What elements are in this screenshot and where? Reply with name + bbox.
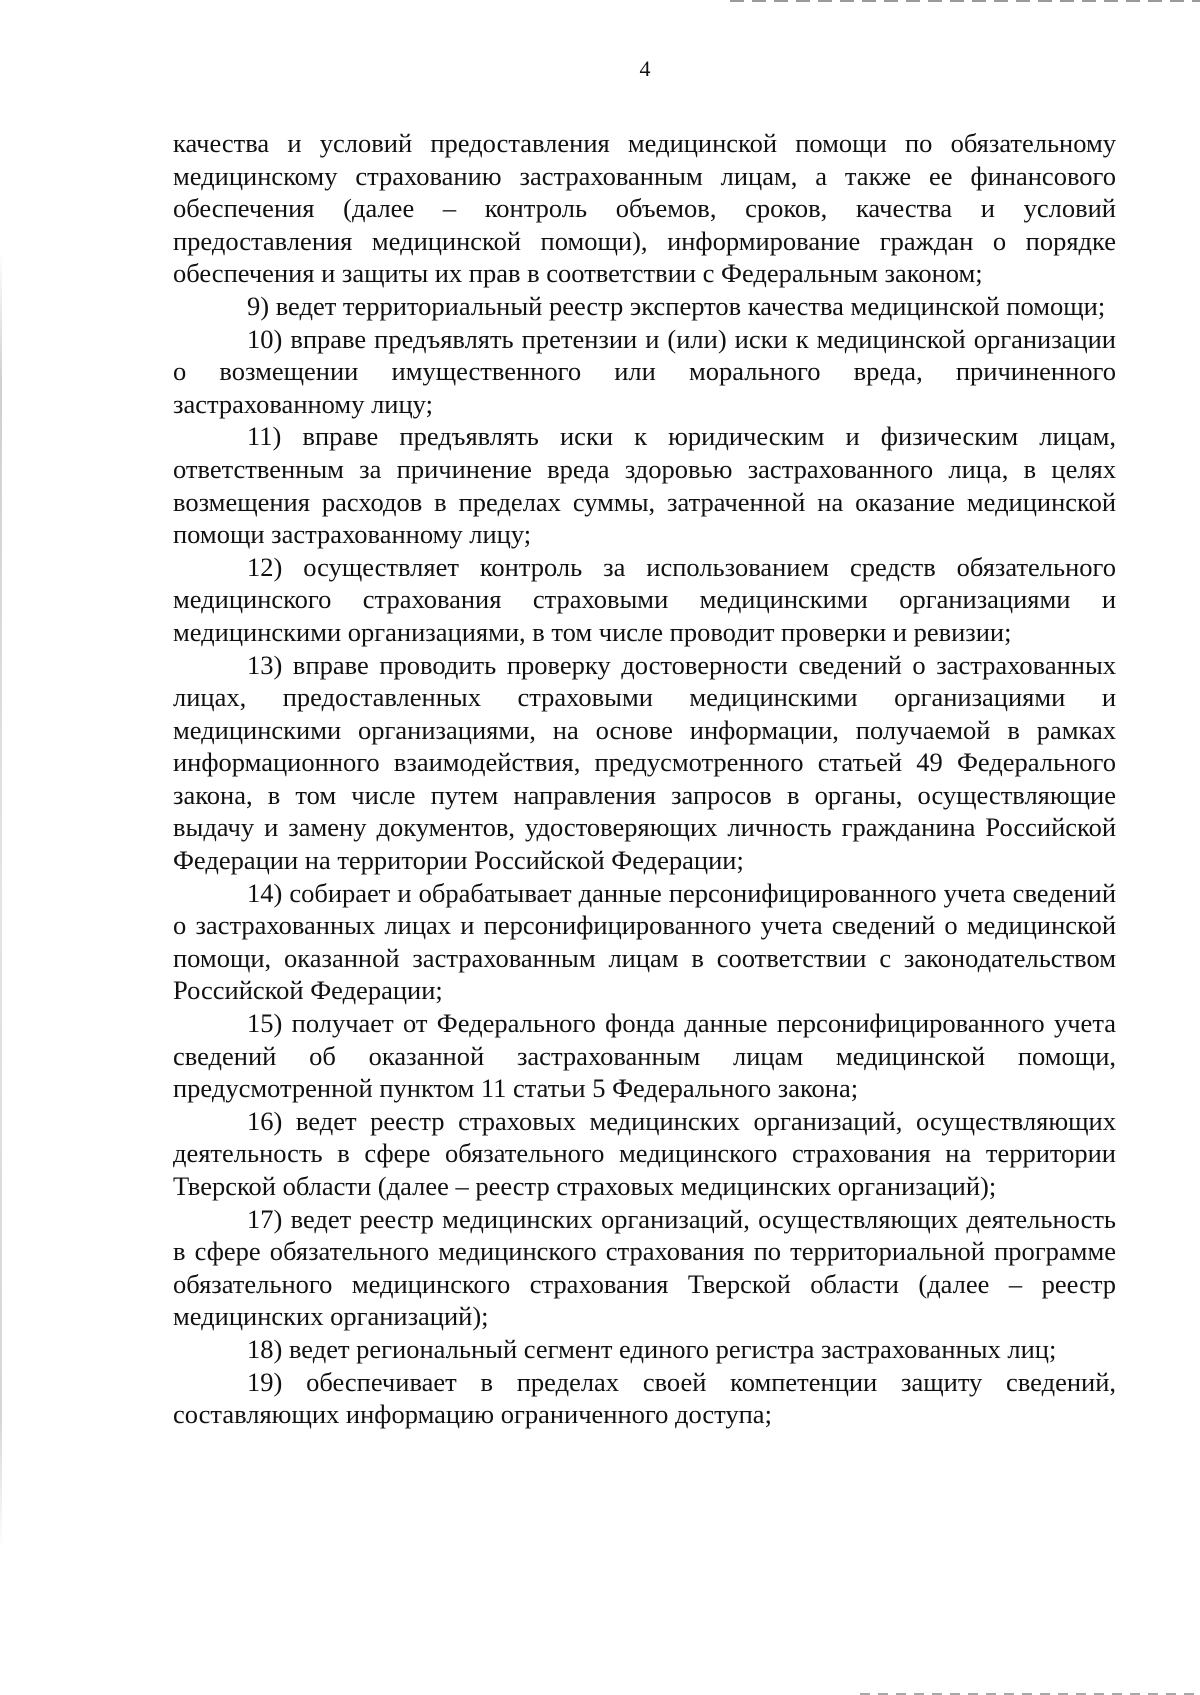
list-item-9: 9) ведет территориальный реестр экспертов качества медицинской помощи; bbox=[247, 290, 1106, 321]
scan-edge-top bbox=[730, 0, 1200, 2]
document-body bbox=[173, 127, 1116, 1431]
list-item-15: 15) получает от Федерального фонда данные персонифицированного учета сведений об оказанной застрахованным лицам медицинской помощи, предусмотренной пунктом 11 статьи 5 Федерального закона; bbox=[173, 1008, 1116, 1104]
paragraph-continuation: качества и условий предоставления медицинской помощи по обязательному медицинскому страхованию застрахованным лицам, а также ее финансового обеспечения (далее – контроль объемов, сроков, качества и условий предоставления медицинской помощи), информирование граждан о порядке обеспечения и защиты их прав в соответствии с Федеральным законом; bbox=[173, 128, 1116, 289]
list-item-14: 14) собирает и обрабатывает данные персонифицированного учета сведений о застрахованных лицах и персонифицированного учета сведений о медицинской помощи, оказанной застрахованным лицам в соответствии с законодательством Российской Федерации; bbox=[173, 877, 1116, 1006]
list-item-13: 13) вправе проводить проверку достоверности сведений о застрахованных лицах, предоставленных страховыми медицинскими организациями и медицинскими организациями, на основе информации, получаемой в рамках информационного взаимодействия, предусмотренного статьей 49 Федерального закона, в том числе путем направления запросов в органы, осуществляющие выдачу и замену документов, удостоверяющих личность гражданина Российской Федерации на территории Российской Федерации; bbox=[173, 649, 1116, 876]
list-item-19: 19) обеспечивает в пределах своей компетенции защиту сведений, составляющих информацию ограниченного доступа; bbox=[173, 1366, 1116, 1430]
list-item-17: 17) ведет реестр медицинских организаций, осуществляющих деятельность в сфере обязательного медицинского страхования по территориальной программе обязательного медицинского страхования Тверской области (далее – реестр медицинских организаций); bbox=[173, 1203, 1116, 1332]
list-item-18: 18) ведет региональный сегмент единого регистра застрахованных лиц; bbox=[247, 1333, 1057, 1364]
scan-edge-left bbox=[0, 250, 2, 1550]
list-item-12: 12) осуществляет контроль за использованием средств обязательного медицинского страхования страховыми медицинскими организациями и медицинскими организациями, в том числе проводит проверки и ревизии; bbox=[173, 551, 1116, 647]
list-item-10: 10) вправе предъявлять претензии и (или) иски к медицинской организации о возмещении имущественного или морального вреда, причиненного застрахованному лицу; bbox=[173, 323, 1116, 419]
list-item-11: 11) вправе предъявлять иски к юридическим и физическим лицам, ответственным за причинение вреда здоровью застрахованного лица, в целях возмещения расходов в пределах суммы, затраченной на оказание медицинской помощи застрахованному лицу; bbox=[173, 421, 1116, 550]
list-item-16: 16) ведет реестр страховых медицинских организаций, осуществляющих деятельность в сфере обязательного медицинского страхования на территории Тверской области (далее – реестр страховых медицинских организаций); bbox=[173, 1105, 1116, 1201]
page-number: 4 bbox=[639, 56, 651, 81]
